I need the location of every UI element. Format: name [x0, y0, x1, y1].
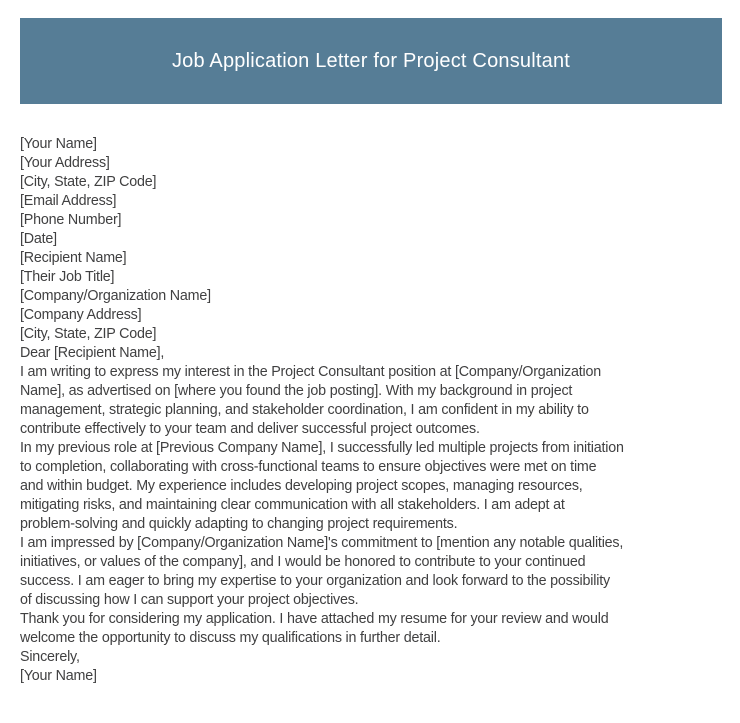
letter-line: Dear [Recipient Name],	[20, 345, 165, 361]
letter-line: [Date]	[20, 231, 57, 247]
letter-line: [Your Address]	[20, 155, 110, 171]
letter-line: [Their Job Title]	[20, 269, 115, 285]
header-title: Job Application Letter for Project Consultant	[171, 49, 571, 72]
letter-line: and within budget. My experience includes developing project scopes, managing resources,	[20, 478, 583, 494]
letter-line: I am impressed by [Company/Organization Name]'s commitment to [mention any notable qualities,	[20, 535, 624, 551]
letter-line: In my previous role at [Previous Company Name], I successfully led multiple projects from initiation	[20, 440, 624, 456]
letter-line: [Phone Number]	[20, 212, 122, 228]
letter-line: [Your Name]	[20, 668, 97, 684]
letter-body	[0, 104, 740, 686]
letter-line: [Company/Organization Name]	[20, 288, 211, 304]
letter-line: [Your Name]	[20, 136, 97, 152]
letter-line: welcome the opportunity to discuss my qualifications in further detail.	[20, 630, 441, 646]
letter-line: initiatives, or values of the company], and I would be honored to contribute to your continued	[20, 554, 586, 570]
header-band	[20, 18, 722, 104]
letter-line: [City, State, ZIP Code]	[20, 174, 157, 190]
letter-line: problem-solving and quickly adapting to changing project requirements.	[20, 516, 458, 532]
letter-line: of discussing how I can support your project objectives.	[20, 592, 359, 608]
letter-line: to completion, collaborating with cross-functional teams to ensure objectives were met on time	[20, 459, 597, 475]
letter-line: [Email Address]	[20, 193, 117, 209]
letter-line: success. I am eager to bring my expertise to your organization and look forward to the possibility	[20, 573, 610, 589]
letter-line: Name], as advertised on [where you found the job posting]. With my background in project	[20, 383, 573, 399]
letter-line: I am writing to express my interest in the Project Consultant position at [Company/Organization	[20, 364, 601, 380]
letter-line: mitigating risks, and maintaining clear communication with all stakeholders. I am adept at	[20, 497, 565, 513]
letter-line: contribute effectively to your team and deliver successful project outcomes.	[20, 421, 480, 437]
letter-line: Thank you for considering my application. I have attached my resume for your review and would	[20, 611, 609, 627]
letter-line: [Recipient Name]	[20, 250, 127, 266]
letter-line: [Company Address]	[20, 307, 142, 323]
letter-line: Sincerely,	[20, 649, 80, 665]
letter-line: management, strategic planning, and stakeholder coordination, I am confident in my ability to	[20, 402, 589, 418]
letter-line: [City, State, ZIP Code]	[20, 326, 157, 342]
